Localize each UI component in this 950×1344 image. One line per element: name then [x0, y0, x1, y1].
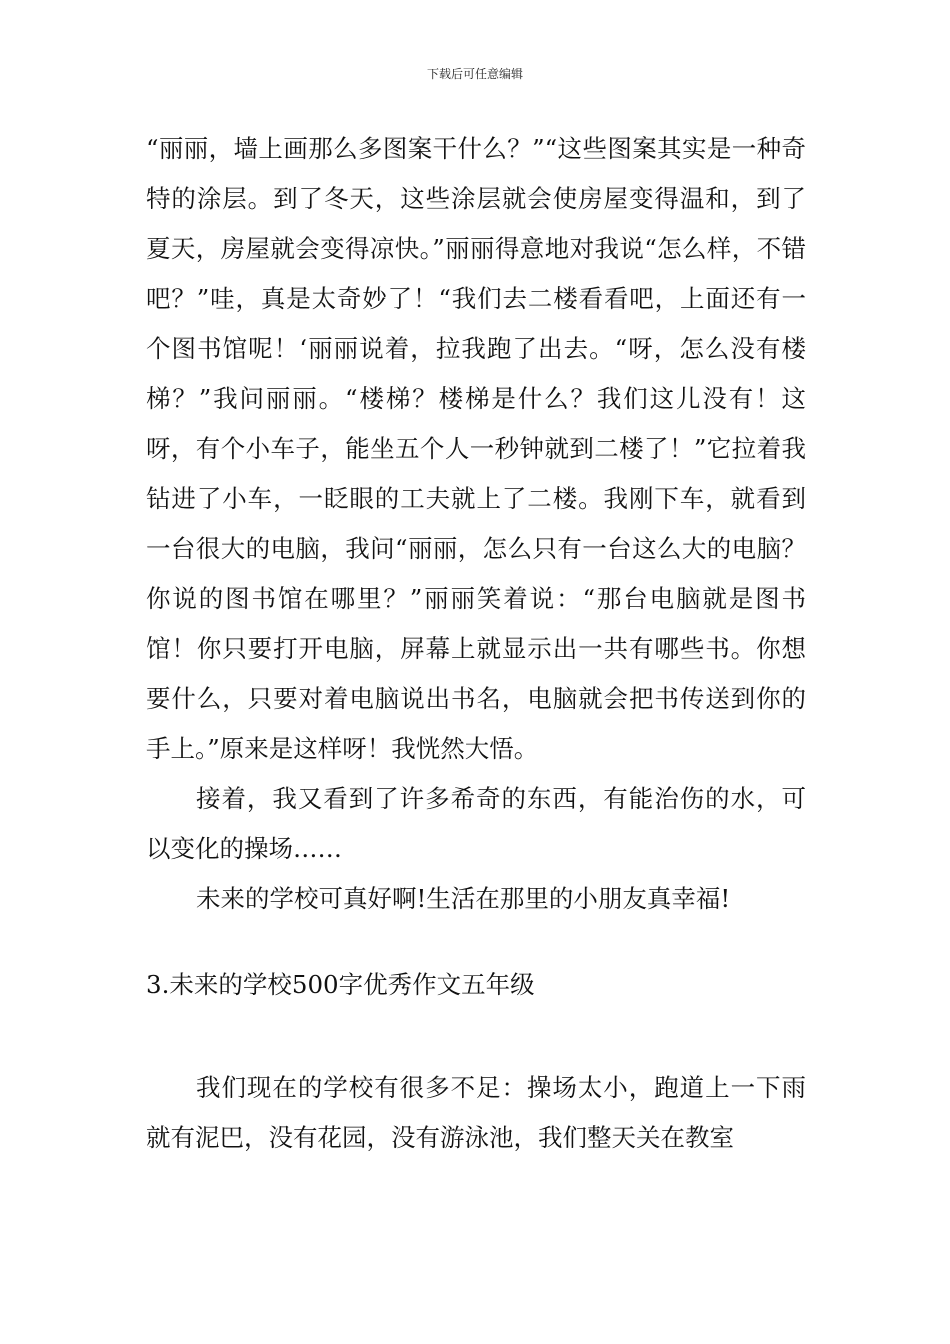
body-paragraph-3: 未来的学校可真好啊!生活在那里的小朋友真幸福!: [196, 884, 731, 913]
document-body: [146, 124, 806, 1163]
section-paragraph-1: 我们现在的学校有很多不足：操场太小，跑道上一下雨就有泥巴，没有花园，没有游泳池，我们整天关在教室: [146, 1073, 806, 1152]
body-paragraph-1: “丽丽，墙上画那么多图案干什么？”“这些图案其实是一种奇特的涂层。到了冬天，这些涂层就会使房屋变得温和，到了夏天，房屋就会变得凉快。”丽丽得意地对我说“怎么样，不错吧？”哇，真是太奇妙了！“我们去二楼看看吧，上面还有一个图书馆呢！‘丽丽说着，拉我跑了出去。“呀，怎么没有楼梯？”我问丽丽。“楼梯？楼梯是什么？我们这儿没有！这呀，有个小车子，能坐五个人一秒钟就到二楼了！”它拉着我钻进了小车，一眨眼的工夫就上了二楼。我刚下车，就看到一台很大的电脑，我问“丽丽，怎么只有一台这么大的电脑？你说的图书馆在哪里？”丽丽笑着说：“那台电脑就是图书馆！你只要打开电脑，屏幕上就显示出一共有哪些书。你想要什么，只要对着电脑说出书名，电脑就会把书传送到你的手上。”原来是这样呀！我恍然大悟。: [146, 134, 806, 763]
page-header: 下载后可任意编辑: [426, 67, 523, 81]
section-heading: 3.未来的学校500字优秀作文五年级: [146, 970, 535, 999]
body-paragraph-2: 接着，我又看到了许多希奇的东西，有能治伤的水，可以变化的操场……: [146, 784, 806, 863]
